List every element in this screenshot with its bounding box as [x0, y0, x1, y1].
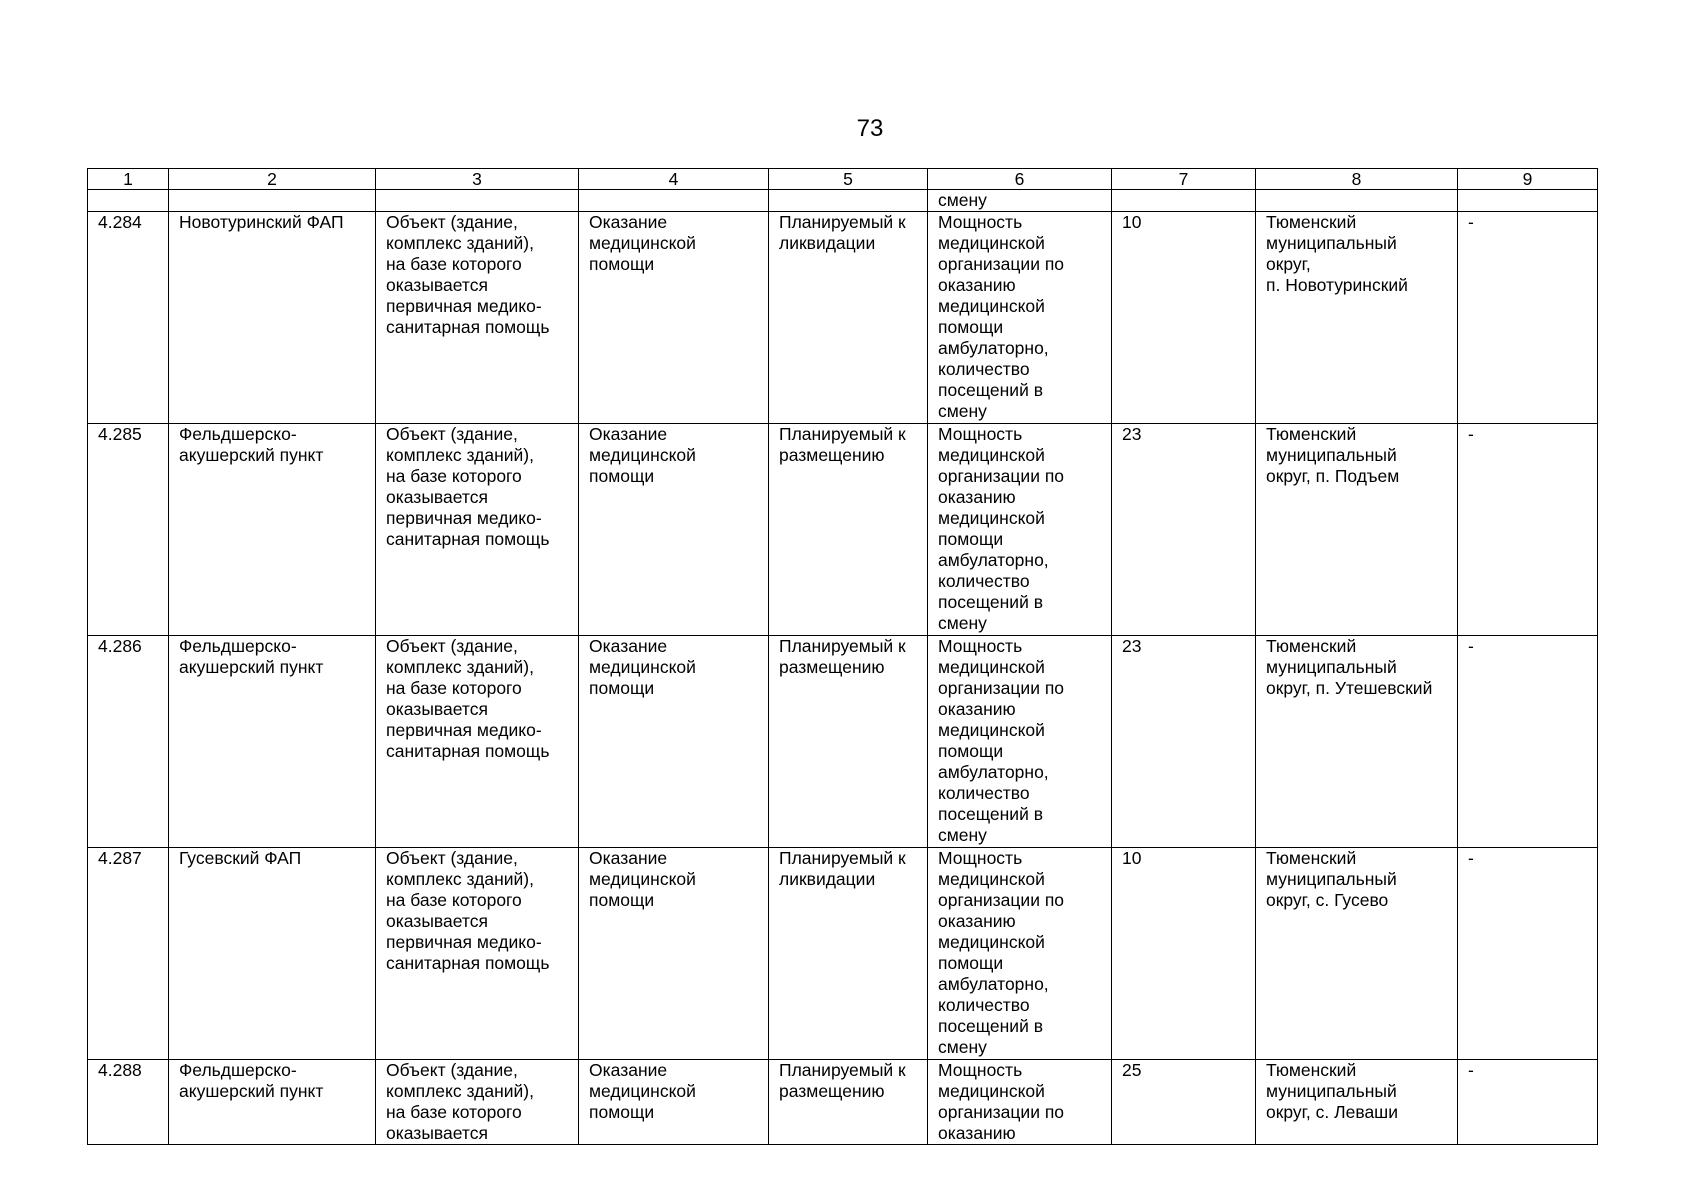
location-cell: Тюменский муниципальный округ, с. Леваши — [1256, 1060, 1458, 1145]
object-type-cell: Объект (здание, комплекс зданий), на базе которого оказывается первичная медико- санитарная помощь — [376, 848, 579, 1060]
table-cell — [579, 190, 769, 212]
column-number: 6 — [928, 169, 1112, 190]
purpose-cell: Оказание медицинской помощи — [579, 1060, 769, 1145]
continuation-row — [88, 190, 1598, 212]
status-cell: Планируемый к размещению — [769, 1060, 928, 1145]
capacity-description-cell: Мощность медицинской организации по оказанию медицинской помощи амбулаторно, количество посещений в смену — [928, 636, 1112, 848]
capacity-value-cell: 10 — [1112, 848, 1256, 1060]
row-number-cell: 4.285 — [88, 424, 169, 636]
object-type-cell: Объект (здание, комплекс зданий), на базе которого оказывается первичная медико- санитарная помощь — [376, 212, 579, 424]
capacity-value-cell: 10 — [1112, 212, 1256, 424]
note-cell: - — [1458, 848, 1598, 1060]
row-number-cell: 4.284 — [88, 212, 169, 424]
table-cell — [1458, 190, 1598, 212]
column-number: 5 — [769, 169, 928, 190]
column-number: 8 — [1256, 169, 1458, 190]
table-cell — [88, 190, 169, 212]
table-cell — [1112, 190, 1256, 212]
facility-name-cell: Новотуринский ФАП — [169, 212, 376, 424]
table-row — [88, 424, 1598, 636]
object-type-cell: Объект (здание, комплекс зданий), на базе которого оказывается первичная медико- санитарная помощь — [376, 424, 579, 636]
facility-name-cell: Фельдшерско- акушерский пункт — [169, 1060, 376, 1145]
capacity-description-cell: Мощность медицинской организации по оказанию медицинской помощи амбулаторно, количество посещений в смену — [928, 424, 1112, 636]
capacity-value-cell: 23 — [1112, 636, 1256, 848]
capacity-value-cell: 23 — [1112, 424, 1256, 636]
column-number: 1 — [88, 169, 169, 190]
row-number-cell: 4.286 — [88, 636, 169, 848]
note-cell: - — [1458, 212, 1598, 424]
capacity-description-cell: Мощность медицинской организации по оказанию медицинской помощи амбулаторно, количество посещений в смену — [928, 848, 1112, 1060]
status-cell: Планируемый к размещению — [769, 636, 928, 848]
table-cell — [769, 190, 928, 212]
object-type-cell: Объект (здание, комплекс зданий), на базе которого оказывается первичная медико- санитарная помощь — [376, 636, 579, 848]
location-cell: Тюменский муниципальный округ, п. Утешевский — [1256, 636, 1458, 848]
column-number: 9 — [1458, 169, 1598, 190]
table-row — [88, 848, 1598, 1060]
object-type-cell: Объект (здание, комплекс зданий), на базе которого оказывается — [376, 1060, 579, 1145]
table-row — [88, 1060, 1598, 1145]
column-number: 2 — [169, 169, 376, 190]
note-cell: - — [1458, 1060, 1598, 1145]
purpose-cell: Оказание медицинской помощи — [579, 212, 769, 424]
facility-name-cell: Гусевский ФАП — [169, 848, 376, 1060]
note-cell: - — [1458, 636, 1598, 848]
status-cell: Планируемый к ликвидации — [769, 212, 928, 424]
column-number-row — [88, 169, 1598, 190]
column-number: 7 — [1112, 169, 1256, 190]
location-cell: Тюменский муниципальный округ, п. Новотуринский — [1256, 212, 1458, 424]
row-number-cell: 4.287 — [88, 848, 169, 1060]
row-number-cell: 4.288 — [88, 1060, 169, 1145]
table-row — [88, 212, 1598, 424]
purpose-cell: Оказание медицинской помощи — [579, 636, 769, 848]
column-number: 3 — [376, 169, 579, 190]
purpose-cell: Оказание медицинской помощи — [579, 848, 769, 1060]
purpose-cell: Оказание медицинской помощи — [579, 424, 769, 636]
location-cell: Тюменский муниципальный округ, с. Гусево — [1256, 848, 1458, 1060]
note-cell: - — [1458, 424, 1598, 636]
table-row — [88, 636, 1598, 848]
column-number: 4 — [579, 169, 769, 190]
data-table — [87, 168, 1598, 1145]
location-cell: Тюменский муниципальный округ, п. Подъем — [1256, 424, 1458, 636]
capacity-description-cell: Мощность медицинской организации по оказанию медицинской помощи амбулаторно, количество посещений в смену — [928, 212, 1112, 424]
table-cell — [1256, 190, 1458, 212]
status-cell: Планируемый к размещению — [769, 424, 928, 636]
table-cell — [376, 190, 579, 212]
facility-name-cell: Фельдшерско- акушерский пункт — [169, 424, 376, 636]
capacity-description-cell: Мощность медицинской организации по оказанию — [928, 1060, 1112, 1145]
status-cell: Планируемый к ликвидации — [769, 848, 928, 1060]
table-cell: смену — [928, 190, 1112, 212]
table-cell — [169, 190, 376, 212]
capacity-value-cell: 25 — [1112, 1060, 1256, 1145]
page-number: 73 — [856, 115, 884, 142]
facility-name-cell: Фельдшерско- акушерский пункт — [169, 636, 376, 848]
